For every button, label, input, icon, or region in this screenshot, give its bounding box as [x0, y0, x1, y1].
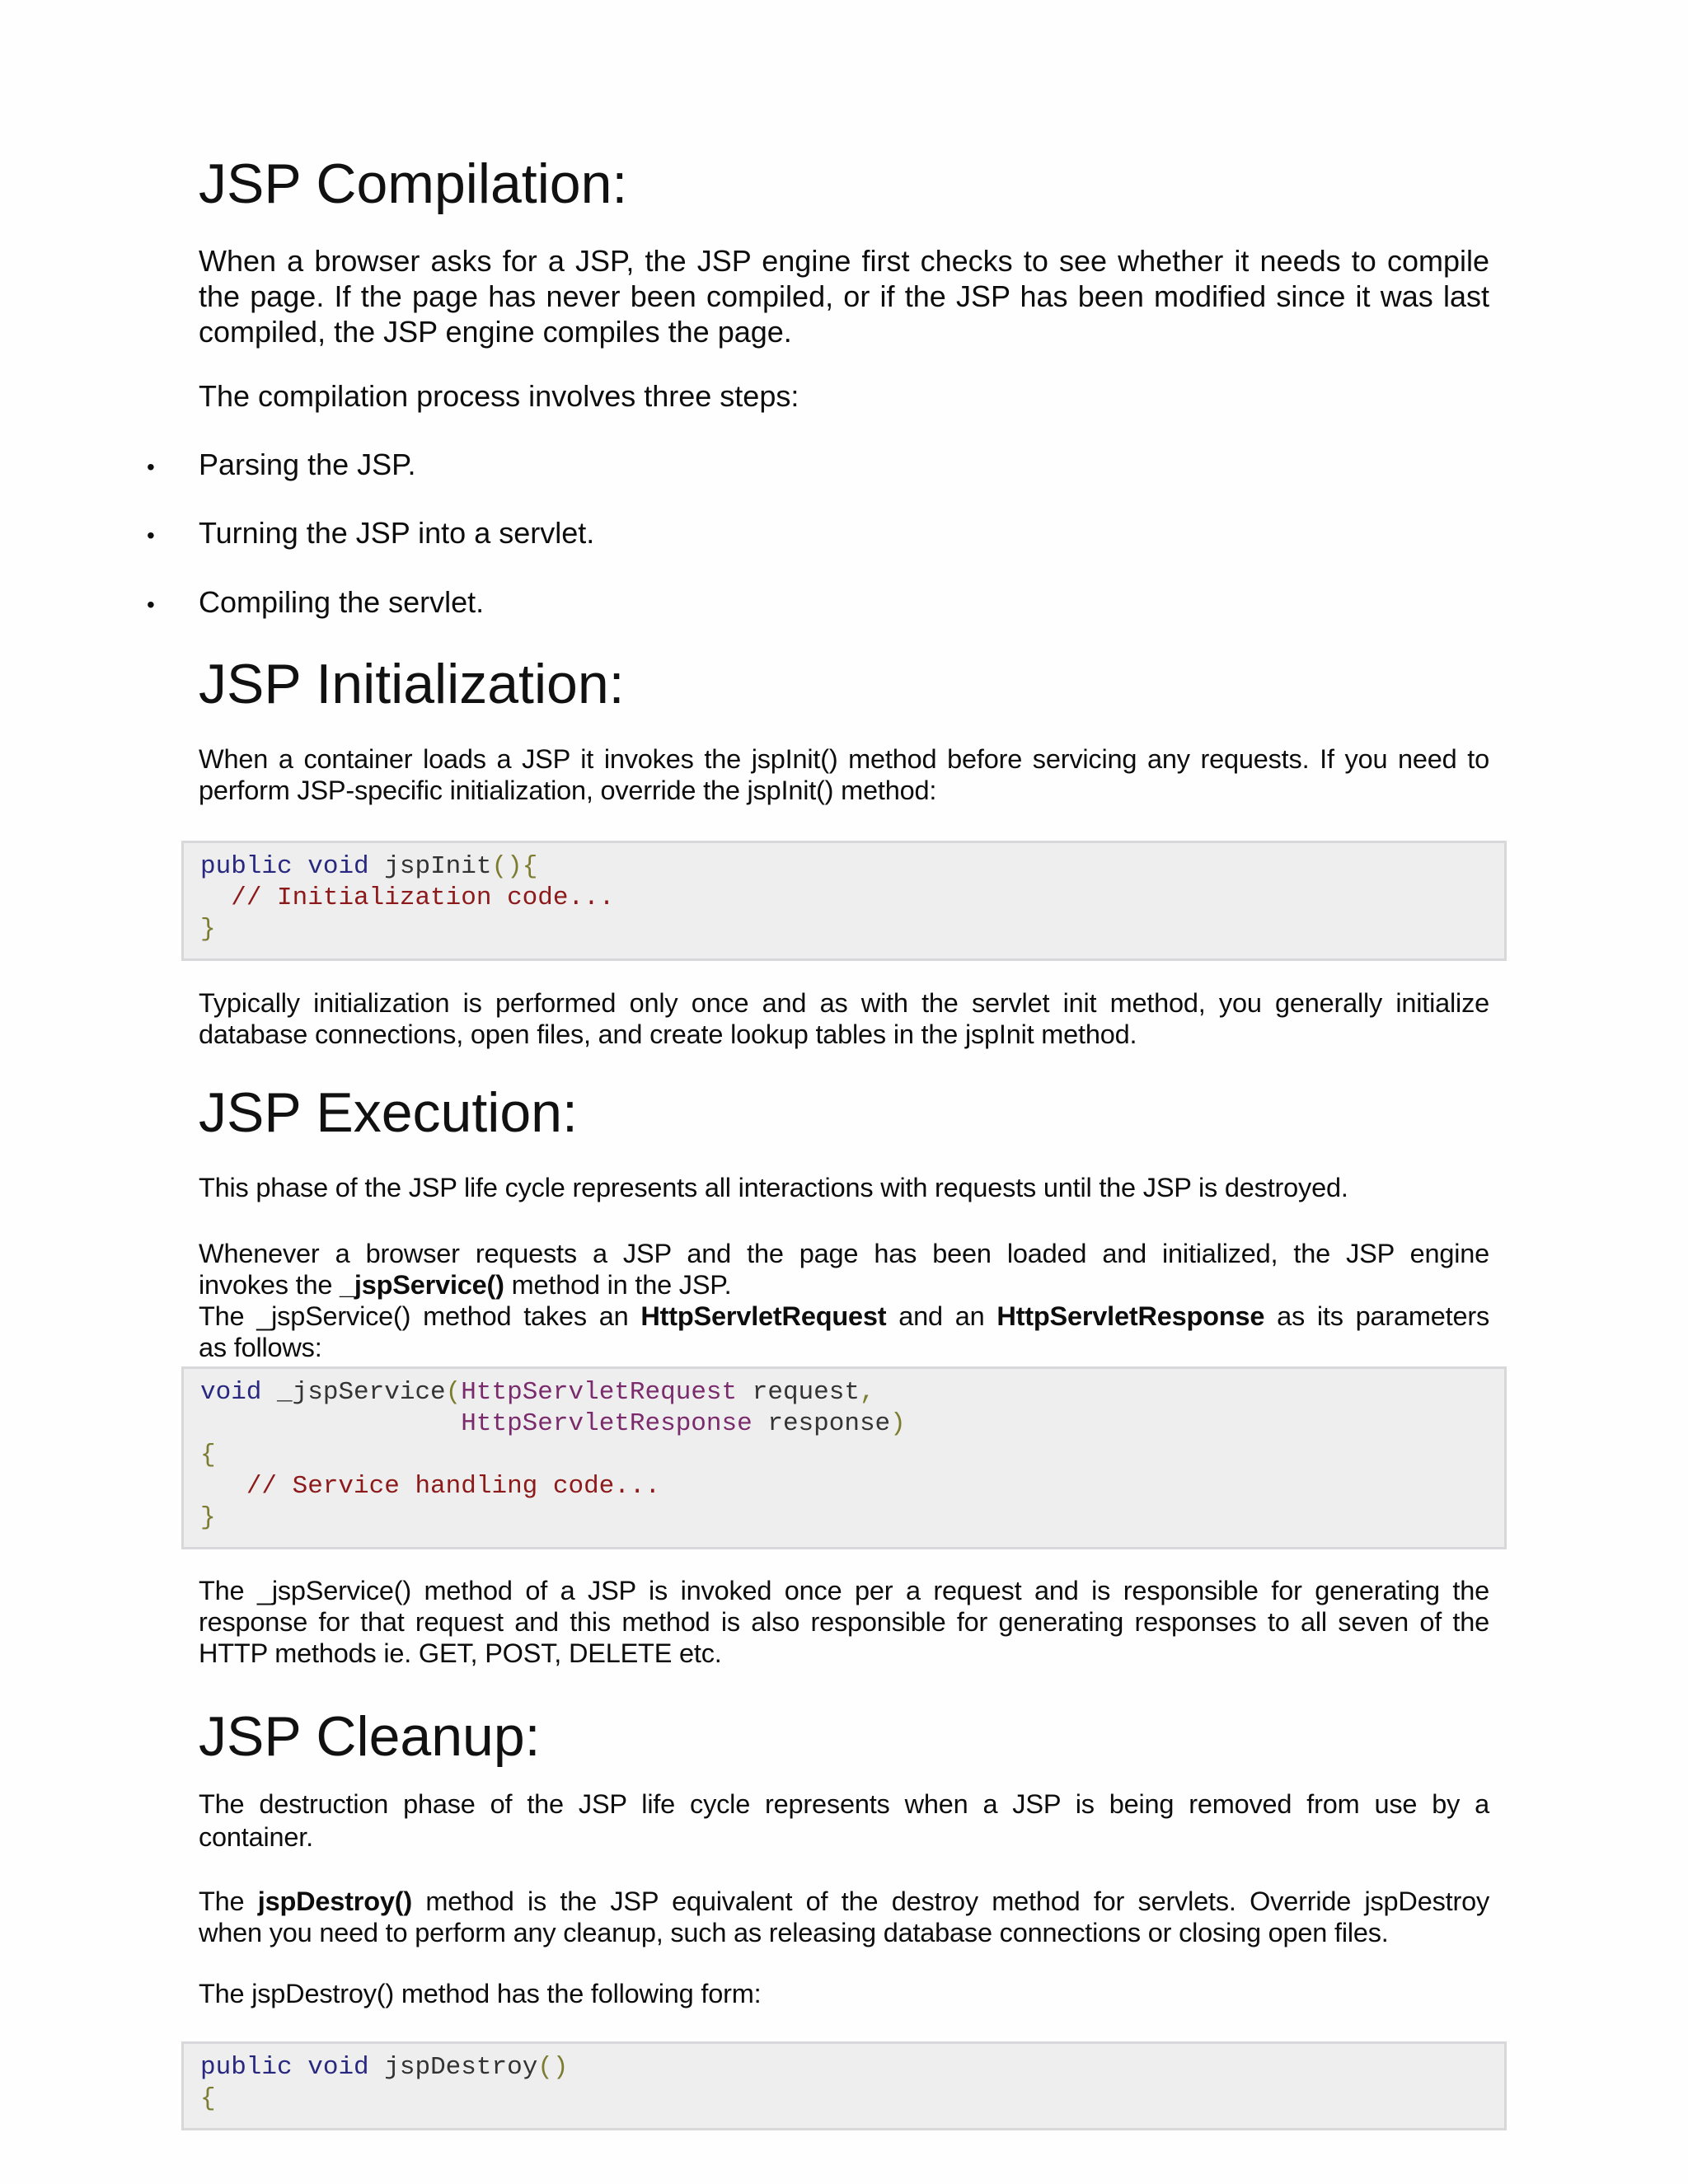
- code-keyword: void: [307, 852, 369, 881]
- code-line: [200, 2083, 1504, 2115]
- code-punctuation: ): [890, 1409, 906, 1438]
- code-keyword: void: [200, 1378, 262, 1407]
- text-line: as follows:: [199, 1333, 322, 1362]
- code-punctuation: (: [445, 1378, 462, 1407]
- text-line: Typically initialization is performed only once and as with the servlet init method, you generally initialize: [199, 988, 1489, 1018]
- inline-bold: jspDestroy(): [257, 1886, 413, 1916]
- code-punctuation: {: [200, 2084, 216, 2113]
- cleanup-paragraph-1: [199, 1788, 1489, 1854]
- text-line: HTTP methods ie. GET, POST, DELETE etc.: [199, 1638, 722, 1668]
- compilation-paragraph: [199, 243, 1489, 349]
- code-identifier: jspDestroy: [384, 2053, 538, 2082]
- execution-paragraph-1: This phase of the JSP life cycle represents all interactions with requests until the JSP is destroyed.: [199, 1173, 1348, 1202]
- initialization-paragraph-2: [199, 987, 1489, 1050]
- list-item-text: Compiling the servlet.: [199, 585, 485, 619]
- code-type: HttpServletRequest: [461, 1378, 738, 1407]
- text-line: The jspDestroy() method is the JSP equivalent of the destroy method for servlets. Override jspDestroy: [199, 1886, 1489, 1916]
- code-line: [200, 883, 1504, 914]
- code-identifier: request: [737, 1378, 860, 1407]
- bullet-icon: •: [147, 523, 155, 548]
- code-keyword: public: [200, 2053, 293, 2082]
- text-line: invokes the _jspService() method in the JSP.: [199, 1270, 732, 1300]
- text-line: the page. If the page has never been compiled, or if the JSP has been modified since it was last: [199, 279, 1489, 313]
- code-block-jspservice: [181, 1366, 1507, 1549]
- text-line: When a browser asks for a JSP, the JSP engine first checks to see whether it needs to compile: [199, 244, 1489, 278]
- code-punctuation: }: [200, 1503, 216, 1532]
- code-line: [200, 2052, 1504, 2083]
- initialization-paragraph: [199, 743, 1489, 806]
- list-item-text: Parsing the JSP.: [199, 448, 416, 481]
- cleanup-paragraph-3: The jspDestroy() method has the following form:: [199, 1979, 762, 2008]
- code-keyword: public: [200, 852, 293, 881]
- compilation-intro: The compilation process involves three steps:: [199, 379, 799, 413]
- heading-compilation: JSP Compilation:: [199, 152, 628, 215]
- code-keyword: void: [307, 2053, 369, 2082]
- code-punctuation: ,: [859, 1378, 875, 1407]
- text-line: when you need to perform any cleanup, such as releasing database connections or closing open files.: [199, 1918, 1389, 1947]
- code-block-jspdestroy: [181, 2041, 1507, 2130]
- code-punctuation: (){: [491, 852, 538, 881]
- execution-paragraph-3: [199, 1575, 1489, 1669]
- code-identifier: jspInit: [384, 852, 492, 881]
- heading-initialization: JSP Initialization:: [199, 653, 625, 715]
- text-line: database connections, open files, and create lookup tables in the jspInit method.: [199, 1019, 1137, 1049]
- execution-paragraph-2: [199, 1238, 1489, 1363]
- bullet-icon: •: [147, 592, 155, 617]
- code-line: [200, 1440, 1504, 1471]
- code-identifier: response: [752, 1409, 891, 1438]
- code-line: [200, 1502, 1504, 1534]
- bullet-icon: •: [147, 454, 155, 480]
- code-type: HttpServletResponse: [461, 1409, 753, 1438]
- text-line: When a container loads a JSP it invokes the jspInit() method before servicing any requests. If you need to: [199, 744, 1489, 774]
- text-line: response for that request and this method is also responsible for generating responses to all seven of the: [199, 1607, 1489, 1637]
- code-punctuation: (): [537, 2053, 569, 2082]
- code-line: [200, 1377, 1504, 1408]
- list-item: [147, 584, 484, 622]
- heading-execution: JSP Execution:: [199, 1081, 578, 1144]
- list-item: [147, 447, 416, 485]
- code-line: [200, 914, 1504, 945]
- code-line: [200, 851, 1504, 883]
- code-line: [200, 1408, 1504, 1440]
- text-line: compiled, the JSP engine compiles the page.: [199, 315, 792, 349]
- text-line: Whenever a browser requests a JSP and the page has been loaded and initialized, the JSP engine: [199, 1239, 1489, 1268]
- inline-bold: _jspService(): [340, 1270, 504, 1300]
- code-comment: // Service handling code...: [246, 1472, 661, 1501]
- code-punctuation: {: [200, 1441, 216, 1469]
- code-block-jspinit: [181, 841, 1507, 961]
- text-line: The destruction phase of the JSP life cycle represents when a JSP is being removed from use by a: [199, 1789, 1489, 1819]
- inline-bold: HttpServletResponse: [996, 1301, 1265, 1331]
- code-punctuation: }: [200, 915, 216, 944]
- heading-cleanup: JSP Cleanup:: [199, 1705, 541, 1768]
- list-item-text: Turning the JSP into a servlet.: [199, 516, 595, 550]
- code-comment: // Initialization code...: [231, 883, 615, 912]
- text-line: container.: [199, 1822, 313, 1852]
- code-line: [200, 1471, 1504, 1502]
- inline-bold: HttpServletRequest: [640, 1301, 887, 1331]
- cleanup-paragraph-2: [199, 1886, 1489, 1948]
- code-identifier: _jspService: [277, 1378, 446, 1407]
- text-line: The _jspService() method takes an HttpServletRequest and an HttpServletResponse as its parameters: [199, 1301, 1490, 1331]
- text-line: The _jspService() method of a JSP is invoked once per a request and is responsible for generating the: [199, 1576, 1489, 1605]
- text-line: perform JSP-specific initialization, override the jspInit() method:: [199, 776, 937, 805]
- list-item: [147, 515, 594, 553]
